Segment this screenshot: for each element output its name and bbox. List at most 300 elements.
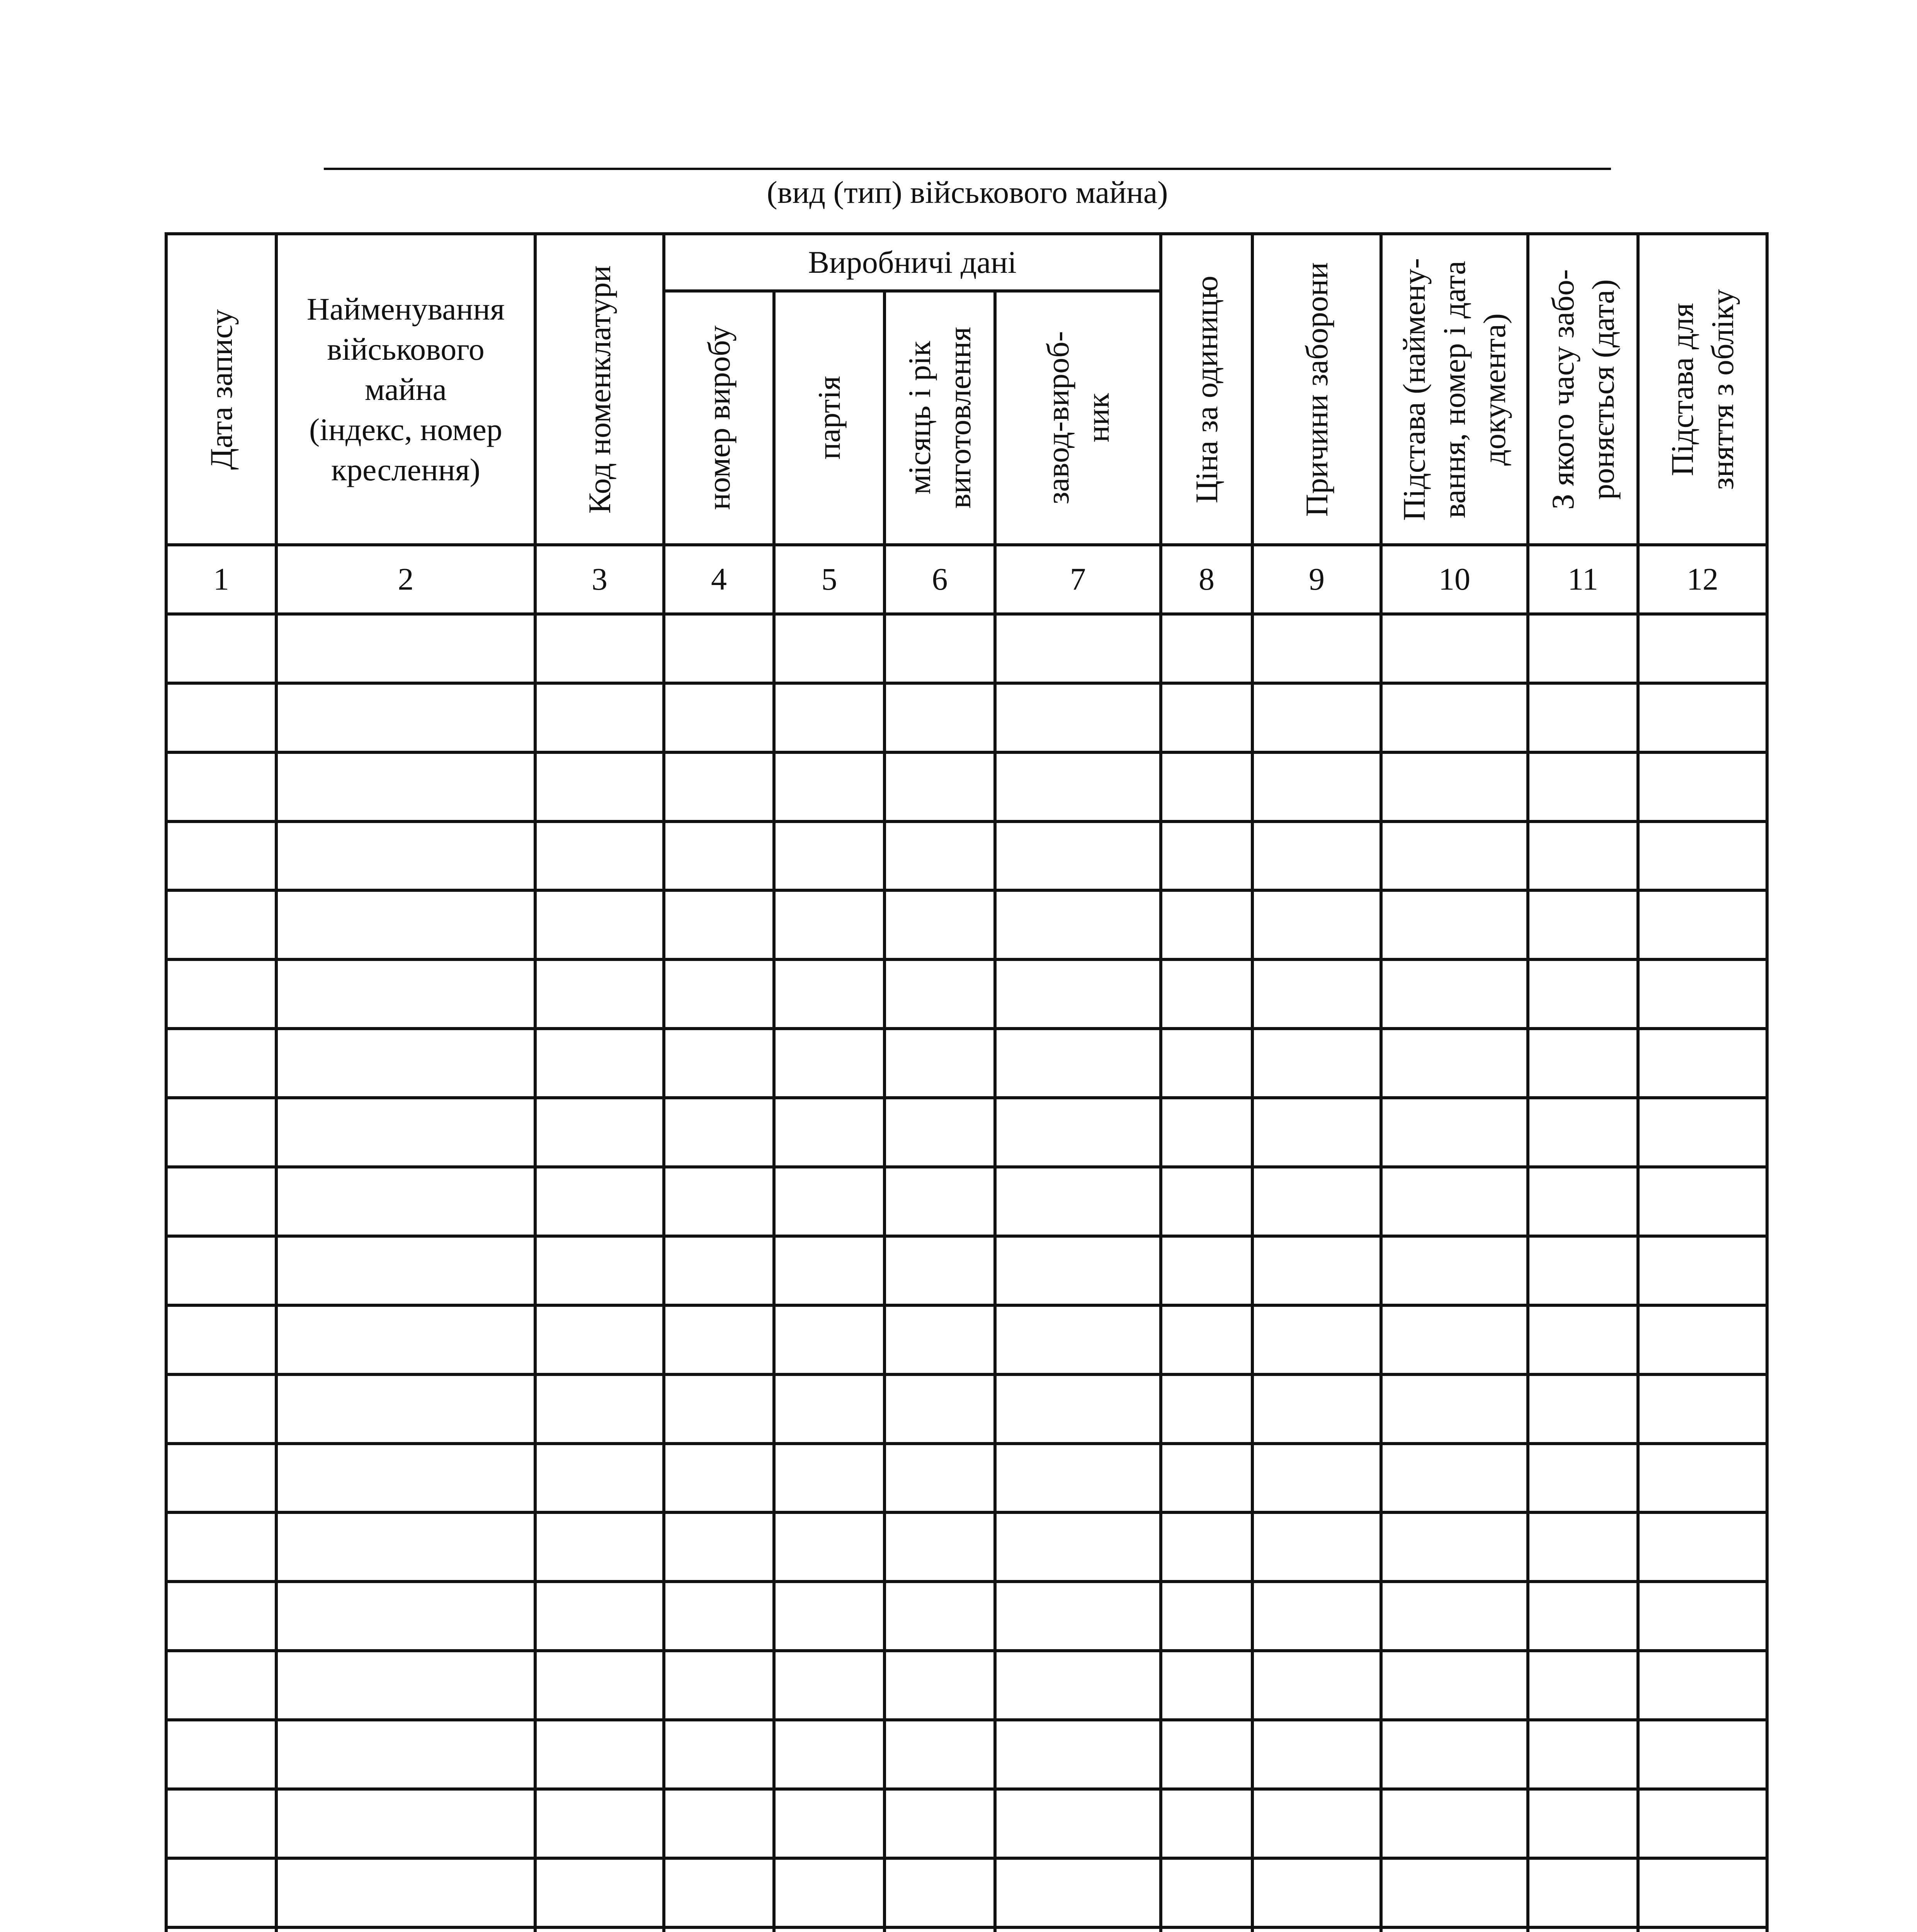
table-cell[interactable] — [995, 1236, 1161, 1305]
table-cell[interactable] — [276, 683, 535, 752]
table-cell[interactable] — [885, 1512, 995, 1582]
table-cell[interactable] — [535, 1789, 664, 1858]
table-row — [166, 683, 1767, 752]
table-cell[interactable] — [1528, 1236, 1638, 1305]
table-cell[interactable] — [995, 821, 1161, 891]
table-cell[interactable] — [535, 1858, 664, 1927]
table-cell[interactable] — [995, 890, 1161, 959]
table-cell[interactable] — [1161, 1236, 1252, 1305]
table-cell[interactable] — [166, 1236, 276, 1305]
table-cell[interactable] — [276, 1374, 535, 1444]
table-cell[interactable] — [1161, 1029, 1252, 1098]
table-cell[interactable] — [535, 614, 664, 683]
table-cell[interactable] — [774, 683, 885, 752]
table-cell[interactable] — [885, 683, 995, 752]
table-cell[interactable] — [1252, 1720, 1381, 1789]
table-cell[interactable] — [1381, 1236, 1528, 1305]
column-number-row — [166, 545, 1767, 614]
table-cell[interactable] — [1381, 821, 1528, 891]
table-cell[interactable] — [995, 1582, 1161, 1651]
header-nomenclature-code-label: Код номенклатури — [582, 265, 617, 514]
table-cell[interactable] — [1638, 1374, 1767, 1444]
table-cell[interactable] — [535, 1167, 664, 1236]
table-cell[interactable] — [774, 1029, 885, 1098]
table-cell[interactable] — [664, 752, 774, 821]
table-cell[interactable] — [1161, 959, 1252, 1029]
table-cell[interactable] — [885, 1305, 995, 1374]
table-cell[interactable] — [1252, 1651, 1381, 1720]
table-cell[interactable] — [995, 683, 1161, 752]
table-cell[interactable] — [1381, 1720, 1528, 1789]
table-cell[interactable] — [535, 1512, 664, 1582]
table-cell[interactable] — [1638, 1029, 1767, 1098]
table-cell[interactable] — [995, 1167, 1161, 1236]
table-row — [166, 1582, 1767, 1651]
table-cell[interactable] — [995, 1305, 1161, 1374]
table-cell[interactable] — [1381, 1512, 1528, 1582]
table-cell[interactable] — [1252, 752, 1381, 821]
table-cell[interactable] — [1161, 1098, 1252, 1167]
table-cell[interactable] — [995, 1444, 1161, 1513]
header-manufacturer — [995, 291, 1161, 545]
table-cell[interactable] — [276, 1305, 535, 1374]
table-cell[interactable] — [1161, 1858, 1252, 1927]
table-cell[interactable] — [166, 1374, 276, 1444]
table-cell[interactable] — [885, 614, 995, 683]
table-cell[interactable] — [1161, 683, 1252, 752]
table-row — [166, 1858, 1767, 1927]
table-cell[interactable] — [1381, 1582, 1528, 1651]
column-number: 11 — [1528, 545, 1638, 614]
table-cell[interactable] — [774, 1444, 885, 1513]
table-cell[interactable] — [664, 1512, 774, 1582]
table-cell[interactable] — [1528, 1720, 1638, 1789]
table-cell[interactable] — [1381, 1444, 1528, 1513]
table-cell[interactable] — [995, 614, 1161, 683]
register-table — [165, 232, 1769, 1932]
table-cell[interactable] — [664, 959, 774, 1029]
table-cell[interactable] — [1638, 683, 1767, 752]
table-cell[interactable] — [664, 1651, 774, 1720]
table-cell[interactable] — [276, 1927, 535, 1932]
table-cell[interactable] — [1252, 890, 1381, 959]
table-cell[interactable] — [535, 890, 664, 959]
table-cell[interactable] — [1252, 1582, 1381, 1651]
table-cell[interactable] — [535, 683, 664, 752]
header-unit-price-label: Ціна за одиницю — [1189, 275, 1224, 503]
table-cell[interactable] — [1528, 1789, 1638, 1858]
table-cell[interactable] — [1638, 821, 1767, 891]
table-cell[interactable] — [1638, 890, 1767, 959]
table-cell[interactable] — [885, 959, 995, 1029]
table-cell[interactable] — [1252, 1305, 1381, 1374]
table-cell[interactable] — [166, 1720, 276, 1789]
header-manufacturer-label: завод-вироб- ник — [1040, 331, 1116, 505]
table-row — [166, 890, 1767, 959]
table-cell[interactable] — [276, 1582, 535, 1651]
table-cell[interactable] — [535, 1098, 664, 1167]
table-cell[interactable] — [664, 1098, 774, 1167]
table-cell[interactable] — [1381, 683, 1528, 752]
table-cell[interactable] — [1638, 1789, 1767, 1858]
table-cell[interactable] — [885, 1236, 995, 1305]
table-cell[interactable] — [535, 1029, 664, 1098]
table-cell[interactable] — [774, 1927, 885, 1932]
table-cell[interactable] — [1161, 1512, 1252, 1582]
table-cell[interactable] — [166, 1858, 276, 1927]
column-number: 3 — [535, 545, 664, 614]
table-cell[interactable] — [276, 959, 535, 1029]
header-item-number-label: номер виробу — [701, 325, 737, 510]
table-cell[interactable] — [1381, 1098, 1528, 1167]
table-cell[interactable] — [885, 1029, 995, 1098]
table-cell[interactable] — [664, 1720, 774, 1789]
table-cell[interactable] — [1252, 1789, 1381, 1858]
table-cell[interactable] — [276, 1444, 535, 1513]
table-cell[interactable] — [664, 1029, 774, 1098]
header-date — [166, 234, 276, 545]
table-cell[interactable] — [1638, 1512, 1767, 1582]
table-cell[interactable] — [1528, 890, 1638, 959]
table-cell[interactable] — [1252, 1029, 1381, 1098]
table-cell[interactable] — [1528, 1444, 1638, 1513]
table-cell[interactable] — [1252, 959, 1381, 1029]
table-cell[interactable] — [885, 1927, 995, 1932]
table-cell[interactable] — [1528, 752, 1638, 821]
table-cell[interactable] — [774, 1720, 885, 1789]
table-cell[interactable] — [1252, 1374, 1381, 1444]
table-cell[interactable] — [1161, 1444, 1252, 1513]
table-row — [166, 752, 1767, 821]
table-cell[interactable] — [995, 1720, 1161, 1789]
table-cell[interactable] — [276, 890, 535, 959]
table-cell[interactable] — [1252, 1512, 1381, 1582]
header-manufacture-date — [885, 291, 995, 545]
table-cell[interactable] — [166, 1582, 276, 1651]
table-cell[interactable] — [885, 1098, 995, 1167]
table-cell[interactable] — [664, 1927, 774, 1932]
table-cell[interactable] — [1161, 752, 1252, 821]
table-cell[interactable] — [1381, 1305, 1528, 1374]
table-cell[interactable] — [1638, 1927, 1767, 1932]
table-cell[interactable] — [166, 683, 276, 752]
table-cell[interactable] — [995, 1374, 1161, 1444]
table-cell[interactable] — [774, 959, 885, 1029]
table-cell[interactable] — [1638, 1098, 1767, 1167]
table-row — [166, 1029, 1767, 1098]
table-cell[interactable] — [774, 890, 885, 959]
table-cell[interactable] — [166, 959, 276, 1029]
table-cell[interactable] — [166, 821, 276, 891]
table-row — [166, 1720, 1767, 1789]
table-cell[interactable] — [995, 752, 1161, 821]
table-cell[interactable] — [1638, 1305, 1767, 1374]
table-cell[interactable] — [774, 1167, 885, 1236]
table-cell[interactable] — [276, 614, 535, 683]
table-cell[interactable] — [535, 1374, 664, 1444]
table-cell[interactable] — [1528, 683, 1638, 752]
table-cell[interactable] — [1528, 1582, 1638, 1651]
header-unit-price — [1161, 234, 1252, 545]
header-item-name: Найменування військового майна (індекс, номер креслення) — [276, 234, 535, 545]
table-row — [166, 1098, 1767, 1167]
table-cell[interactable] — [664, 1236, 774, 1305]
table-cell[interactable] — [664, 1167, 774, 1236]
table-cell[interactable] — [664, 1374, 774, 1444]
table-row — [166, 1512, 1767, 1582]
table-cell[interactable] — [1252, 1098, 1381, 1167]
table-cell[interactable] — [1161, 1720, 1252, 1789]
caption-text: (вид (тип) військового майна) — [767, 175, 1168, 210]
table-cell[interactable] — [166, 1029, 276, 1098]
table-cell[interactable] — [1161, 1167, 1252, 1236]
table-cell[interactable] — [885, 752, 995, 821]
table-cell[interactable] — [885, 1720, 995, 1789]
table-cell[interactable] — [1528, 1374, 1638, 1444]
table-cell[interactable] — [664, 1305, 774, 1374]
table-cell[interactable] — [1252, 614, 1381, 683]
header-nomenclature-code — [535, 234, 664, 545]
table-cell[interactable] — [1528, 1098, 1638, 1167]
table-cell[interactable] — [166, 1789, 276, 1858]
table-row — [166, 1444, 1767, 1513]
table-cell[interactable] — [1638, 959, 1767, 1029]
table-cell[interactable] — [1252, 683, 1381, 752]
table-cell[interactable] — [166, 1305, 276, 1374]
column-number: 4 — [664, 545, 774, 614]
table-cell[interactable] — [774, 1374, 885, 1444]
table-cell[interactable] — [276, 1720, 535, 1789]
table-cell[interactable] — [1381, 1927, 1528, 1932]
table-cell[interactable] — [1161, 1305, 1252, 1374]
table-cell[interactable] — [276, 1029, 535, 1098]
table-cell[interactable] — [1528, 1927, 1638, 1932]
table-cell[interactable] — [995, 1927, 1161, 1932]
header-deregistration-basis-label: Підстава для зняття з обліку — [1665, 289, 1740, 490]
table-cell[interactable] — [1381, 1029, 1528, 1098]
table-cell[interactable] — [774, 614, 885, 683]
table-cell[interactable] — [1528, 614, 1638, 683]
table-cell[interactable] — [535, 1651, 664, 1720]
table-cell[interactable] — [1638, 1167, 1767, 1236]
table-cell[interactable] — [1528, 1858, 1638, 1927]
header-ban-date — [1528, 234, 1638, 545]
table-row — [166, 1236, 1767, 1305]
table-cell[interactable] — [535, 1720, 664, 1789]
table-cell[interactable] — [885, 1789, 995, 1858]
table-cell[interactable] — [1381, 1789, 1528, 1858]
table-cell[interactable] — [1638, 1236, 1767, 1305]
table-cell[interactable] — [166, 614, 276, 683]
table-cell[interactable] — [1252, 1858, 1381, 1927]
table-cell[interactable] — [885, 1167, 995, 1236]
table-cell[interactable] — [1161, 614, 1252, 683]
column-number: 1 — [166, 545, 276, 614]
table-cell[interactable] — [1528, 1305, 1638, 1374]
table-cell[interactable] — [774, 752, 885, 821]
table-cell[interactable] — [166, 1444, 276, 1513]
table-cell[interactable] — [1161, 1582, 1252, 1651]
header-date-label: Дата запису — [203, 309, 239, 470]
table-cell[interactable] — [276, 1236, 535, 1305]
table-cell[interactable] — [1528, 1651, 1638, 1720]
table-cell[interactable] — [1381, 614, 1528, 683]
table-cell[interactable] — [664, 1858, 774, 1927]
table-cell[interactable] — [1528, 959, 1638, 1029]
table-row — [166, 614, 1767, 683]
table-cell[interactable] — [1638, 1858, 1767, 1927]
table-cell[interactable] — [276, 1858, 535, 1927]
header-basis — [1381, 234, 1528, 545]
table-cell[interactable] — [995, 1789, 1161, 1858]
table-cell[interactable] — [166, 752, 276, 821]
table-cell[interactable] — [1161, 821, 1252, 891]
table-row — [166, 1927, 1767, 1932]
table-cell[interactable] — [664, 1582, 774, 1651]
column-number: 10 — [1381, 545, 1528, 614]
table-cell[interactable] — [1161, 1374, 1252, 1444]
table-cell[interactable] — [535, 1582, 664, 1651]
table-cell[interactable] — [276, 752, 535, 821]
table-cell[interactable] — [995, 959, 1161, 1029]
column-number: 9 — [1252, 545, 1381, 614]
table-cell[interactable] — [995, 1651, 1161, 1720]
column-number: 12 — [1638, 545, 1767, 614]
table-cell[interactable] — [995, 1029, 1161, 1098]
table-cell[interactable] — [1638, 1444, 1767, 1513]
table-cell[interactable] — [535, 1927, 664, 1932]
table-cell[interactable] — [1638, 752, 1767, 821]
header-basis-label: Підстава (наймену- вання, номер і дата документа) — [1397, 258, 1512, 521]
table-cell[interactable] — [1252, 1444, 1381, 1513]
table-cell[interactable] — [276, 1098, 535, 1167]
header-ban-reasons — [1252, 234, 1381, 545]
table-cell[interactable] — [664, 1789, 774, 1858]
header-item-number — [664, 291, 774, 545]
table-cell[interactable] — [885, 1374, 995, 1444]
table-cell[interactable] — [1638, 614, 1767, 683]
table-row — [166, 1167, 1767, 1236]
table-cell[interactable] — [276, 1651, 535, 1720]
table-cell[interactable] — [664, 614, 774, 683]
table-row — [166, 959, 1767, 1029]
table-cell[interactable] — [535, 821, 664, 891]
table-cell[interactable] — [1381, 959, 1528, 1029]
table-cell[interactable] — [885, 1858, 995, 1927]
table-cell[interactable] — [1381, 1858, 1528, 1927]
column-number: 6 — [885, 545, 995, 614]
table-cell[interactable] — [995, 1098, 1161, 1167]
table-cell[interactable] — [995, 1512, 1161, 1582]
table-cell[interactable] — [774, 1512, 885, 1582]
table-cell[interactable] — [1638, 1651, 1767, 1720]
header-production-data: Виробничі дані — [664, 234, 1161, 291]
table-cell[interactable] — [535, 1444, 664, 1513]
table-cell[interactable] — [774, 1582, 885, 1651]
table-cell[interactable] — [535, 1236, 664, 1305]
table-cell[interactable] — [166, 890, 276, 959]
table-cell[interactable] — [1638, 1720, 1767, 1789]
table-cell[interactable] — [166, 1927, 276, 1932]
table-cell[interactable] — [166, 1512, 276, 1582]
table-cell[interactable] — [535, 959, 664, 1029]
table-cell[interactable] — [995, 1858, 1161, 1927]
table-cell[interactable] — [1252, 821, 1381, 891]
table-cell[interactable] — [774, 1305, 885, 1374]
table-cell[interactable] — [276, 1512, 535, 1582]
table-row — [166, 1305, 1767, 1374]
table-row — [166, 1651, 1767, 1720]
table-cell[interactable] — [1528, 1167, 1638, 1236]
table-row — [166, 821, 1767, 891]
table-cell[interactable] — [276, 1789, 535, 1858]
table-cell[interactable] — [166, 1167, 276, 1236]
table-cell[interactable] — [1252, 1167, 1381, 1236]
table-cell[interactable] — [276, 821, 535, 891]
table-cell[interactable] — [885, 1651, 995, 1720]
table-cell[interactable] — [166, 1651, 276, 1720]
table-cell[interactable] — [1252, 1927, 1381, 1932]
table-cell[interactable] — [535, 752, 664, 821]
table-cell[interactable] — [664, 683, 774, 752]
table-cell[interactable] — [774, 1236, 885, 1305]
table-cell[interactable] — [774, 1789, 885, 1858]
column-number: 5 — [774, 545, 885, 614]
table-cell[interactable] — [885, 1582, 995, 1651]
table-cell[interactable] — [885, 821, 995, 891]
table-cell[interactable] — [1161, 1927, 1252, 1932]
table-cell[interactable] — [1381, 890, 1528, 959]
table-cell[interactable] — [1528, 1512, 1638, 1582]
table-cell[interactable] — [774, 1858, 885, 1927]
column-number: 2 — [276, 545, 535, 614]
table-cell[interactable] — [1381, 752, 1528, 821]
table-cell[interactable] — [1528, 1029, 1638, 1098]
caption-line — [324, 168, 1611, 170]
table-cell[interactable] — [1381, 1651, 1528, 1720]
column-number: 7 — [995, 545, 1161, 614]
column-number: 8 — [1161, 545, 1252, 614]
table-cell[interactable] — [1161, 890, 1252, 959]
table-cell[interactable] — [535, 1305, 664, 1374]
header-deregistration-basis — [1638, 234, 1767, 545]
table-cell[interactable] — [1161, 1789, 1252, 1858]
header-ban-date-label: З якого часу забо- роняється (дата) — [1545, 269, 1621, 510]
table-cell[interactable] — [664, 1444, 774, 1513]
table-cell[interactable] — [774, 1651, 885, 1720]
table-cell[interactable] — [885, 890, 995, 959]
table-cell[interactable] — [664, 890, 774, 959]
header-manufacture-date-label: місяць і рік виготовлення — [902, 327, 977, 509]
table-cell[interactable] — [1381, 1374, 1528, 1444]
table-cell[interactable] — [1252, 1236, 1381, 1305]
table-cell[interactable] — [1161, 1651, 1252, 1720]
table-cell[interactable] — [774, 1098, 885, 1167]
table-row — [166, 1789, 1767, 1858]
table-cell[interactable] — [1381, 1167, 1528, 1236]
table-row — [166, 1374, 1767, 1444]
table-cell[interactable] — [1528, 821, 1638, 891]
header-ban-reasons-label: Причини заборони — [1299, 262, 1334, 517]
header-batch — [774, 291, 885, 545]
table-cell[interactable] — [885, 1444, 995, 1513]
table-cell[interactable] — [276, 1167, 535, 1236]
table-cell[interactable] — [664, 821, 774, 891]
table-cell[interactable] — [1638, 1582, 1767, 1651]
table-cell[interactable] — [774, 821, 885, 891]
header-batch-label: партія — [811, 376, 847, 460]
table-cell[interactable] — [166, 1098, 276, 1167]
